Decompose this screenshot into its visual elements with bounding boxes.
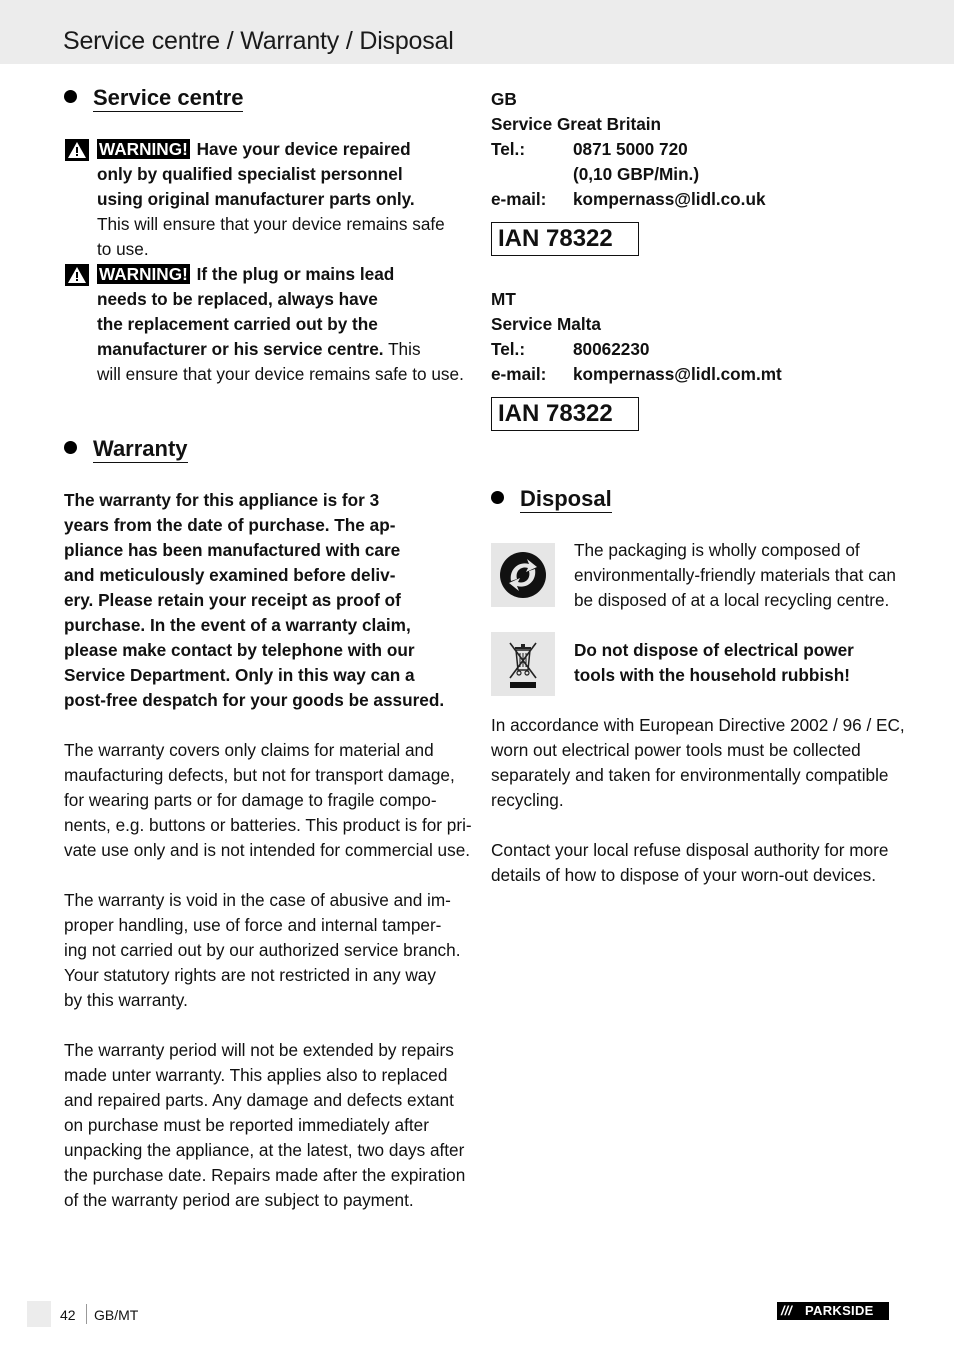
- warranty-paragraph-1: The warranty covers only claims for material and maufacturing defects, but not for transport damage, for wearing parts or for damage to fragile compo- nents, e.g. buttons or batteries. This product is for pri- vate use only and is not intended for commercial use.: [64, 740, 472, 860]
- warranty-heading: Warranty: [64, 436, 188, 462]
- green-dot-recycling-icon: [491, 543, 555, 607]
- service-name: Service Malta: [491, 314, 601, 334]
- phone-number: 80062230: [573, 339, 650, 359]
- phone-number: 0871 5000 720: [573, 139, 688, 159]
- parkside-logo: /// PARKSIDE: [777, 1302, 889, 1320]
- bullet-icon: [64, 441, 77, 454]
- bullet-icon: [491, 491, 504, 504]
- disposal-paragraph-2: Contact your local refuse disposal authority for more details of how to dispose of your worn-out devices.: [491, 840, 889, 885]
- crossed-bin-icon: [491, 632, 555, 696]
- footer-marker: [27, 1301, 51, 1327]
- service-gb-block: GB Service Great Britain Tel.: 0871 5000 720 (0,10 GBP/Min.) e-mail: kompernass@lidl.co.uk: [491, 89, 766, 209]
- disposal-heading: Disposal: [491, 486, 612, 512]
- service-mt-block: MT Service Malta Tel.: 80062230 e-mail: kompernass@lidl.com.mt: [491, 289, 782, 384]
- email-address: kompernass@lidl.com.mt: [573, 364, 782, 384]
- warranty-paragraph-2: The warranty is void in the case of abusive and im- proper handling, use of force and internal tamper- ing not carried out by our authorized service branch. Your statutory rights are not restricted in any way by this warranty.: [64, 890, 461, 1010]
- warning-2-text: WARNING! If the plug or mains lead needs to be replaced, always have the replacement carried out by the manufacturer or his service centre. This will ensure that your device remains safe to use.: [97, 264, 464, 384]
- service-name: Service Great Britain: [491, 114, 662, 134]
- language-code: GB/MT: [94, 1307, 139, 1323]
- warning-badge: WARNING!: [99, 139, 188, 159]
- warning-badge: WARNING!: [99, 264, 188, 284]
- page-header-bar: [0, 0, 954, 64]
- country-code: MT: [491, 289, 516, 309]
- ian-box: IAN 78322: [491, 222, 639, 256]
- electrical-warning-text: Do not dispose of electrical power tools with the household rubbish!: [574, 640, 854, 685]
- page-number: 42: [60, 1307, 76, 1323]
- warranty-paragraph-3: The warranty period will not be extended by repairs made unter warranty. This applies also to replaced and repaired parts. Any damage and defects extant on purchase must be reported immediately after unpacking the appliance, at the latest, two days after the purchase date. Repairs made after the expiration of the warranty period are subject to payment.: [64, 1040, 466, 1210]
- ian-box: IAN 78322: [491, 397, 639, 431]
- service-centre-heading: Service centre: [64, 85, 243, 111]
- disposal-paragraph-1: In accordance with European Directive 2002 / 96 / EC, worn out electrical power tools must be collected separately and taken for environmentally compatible recycling.: [491, 715, 905, 810]
- page-title: Service centre / Warranty / Disposal: [63, 27, 454, 55]
- warning-1-text: WARNING! Have your device repaired only by qualified specialist personnel using original manufacturer parts only. This will ensure that your device remains safe to use.: [97, 139, 445, 259]
- weee-logo: [491, 632, 555, 696]
- warning-triangle-icon: [65, 264, 89, 286]
- recycling-logo: [491, 543, 555, 607]
- warning-triangle-icon: [65, 139, 89, 161]
- footer-divider: [86, 1304, 87, 1324]
- email-address: kompernass@lidl.co.uk: [573, 189, 766, 209]
- country-code: GB: [491, 89, 517, 109]
- bullet-icon: [64, 90, 77, 103]
- warranty-bold-paragraph: The warranty for this appliance is for 3 years from the date of purchase. The ap- pliance has been manufactured with care and meticulously examined before deliv- ery. Please retain your receipt as proof of purchase. In the event of a warranty claim, please make contact by telephone with our Service Department. Only in this way can a post-free despatch for your goods be assured.: [64, 490, 445, 710]
- packaging-text: The packaging is wholly composed of environmentally-friendly materials that can be disposed of at a local recycling centre.: [574, 540, 896, 610]
